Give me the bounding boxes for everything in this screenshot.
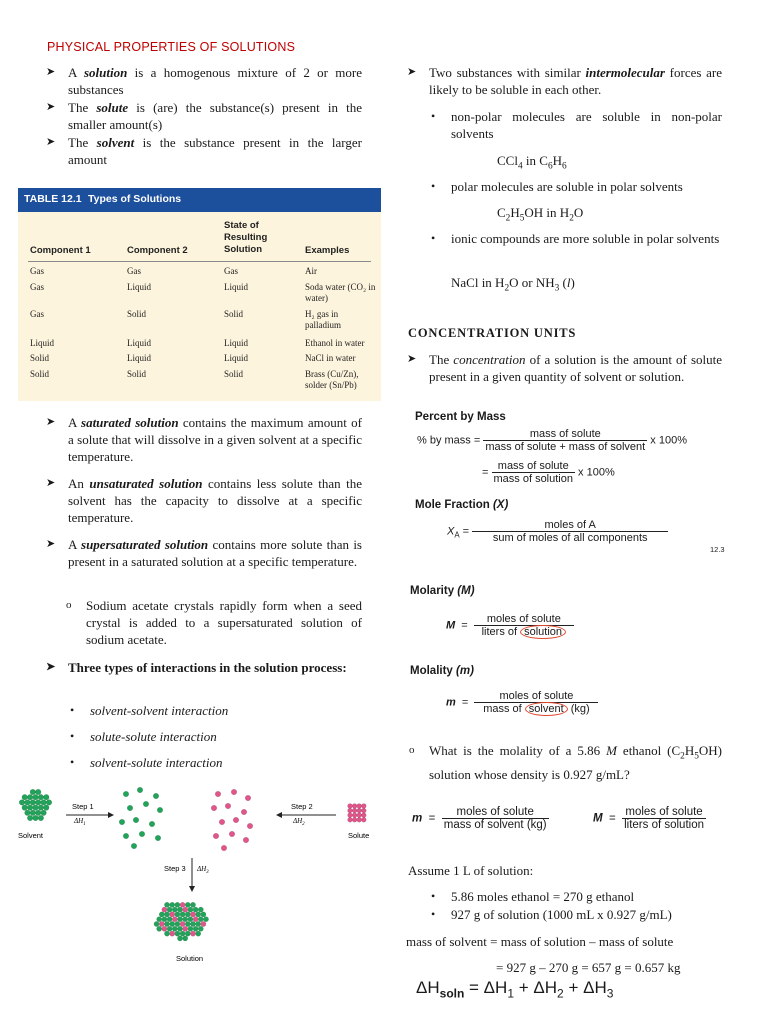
solvent-particle (119, 819, 125, 825)
separated-solvent (119, 787, 163, 849)
table-header-bar (18, 188, 381, 212)
dot-bullet-icon: • (431, 179, 436, 193)
mass-solvent-value: = 927 g – 270 g = 657 g = 0.657 kg (496, 960, 681, 975)
fraction-denominator: liters of solution (624, 819, 704, 831)
dh1-label: $\Delta H_1$ (74, 817, 86, 827)
step1-label: Step 1 (72, 802, 94, 811)
fraction-numerator: moles of solute (474, 690, 598, 703)
solvent-particle (41, 810, 47, 816)
sodium-acetate-note: o Sodium acetate crystals rapidly form when a seed crystal is added to a supersaturated solution of sodium acetate. (66, 598, 362, 648)
arrow-bullet-icon: ➤ (46, 477, 56, 489)
interaction-item: • solvent-solute interaction (70, 755, 223, 770)
solution-particle (185, 912, 190, 917)
solvent-particle (123, 791, 129, 797)
dot-bullet-icon: • (431, 109, 436, 123)
solute-particle (211, 805, 217, 811)
solution-particle (193, 917, 198, 922)
percent-by-mass-label: Percent by Mass (415, 411, 506, 423)
solution-particle (159, 921, 164, 926)
solvent-particle (30, 810, 36, 816)
solvent-particle (155, 835, 161, 841)
enthalpy-of-solution-equation: $\Delta H_{soln} = \Delta H_1 + \Delta H_2 + \Delta H_3$ (416, 978, 614, 1001)
solvent-particle (44, 805, 50, 811)
fraction-denominator: mass of solution (493, 473, 573, 485)
solution-particle (183, 926, 188, 931)
solvent-particle (46, 800, 52, 806)
step3-label: Step 3 (164, 864, 186, 873)
fraction-denominator: mass of solute + mass of solvent (485, 441, 646, 453)
fraction-numerator: moles of solute (442, 806, 549, 819)
solution-particle (180, 921, 185, 926)
solvent-cluster (19, 789, 52, 821)
solute-label: Solute (348, 831, 370, 840)
solution-particle (177, 907, 182, 912)
fraction-denominator: mass of solvent (kg) (443, 819, 547, 831)
solution-particle (170, 921, 175, 926)
solution-particle (193, 907, 198, 912)
solution-particle (198, 926, 203, 931)
solute-particle (357, 804, 362, 809)
solute-particle (352, 808, 357, 813)
solute-particle (221, 845, 227, 851)
solvent-particle (127, 805, 133, 811)
solute-particle (233, 817, 239, 823)
times-100: x 100% (578, 466, 615, 479)
table-cell: Solid (127, 369, 147, 379)
arrow-bullet-icon: ➤ (46, 416, 56, 428)
solution-particle (196, 912, 201, 917)
slide-number: 12.3 (710, 545, 725, 554)
def-saturated: ➤ A saturated solution contains the maximum amount of a solute that will dissolve in a given solvent at a specific temperature. (46, 415, 363, 465)
solution-particle (175, 931, 180, 936)
solution-particle (193, 926, 198, 931)
solution-particle (175, 921, 180, 926)
solvent-particle (131, 843, 137, 849)
solution-particle (180, 931, 185, 936)
solution-particle (164, 931, 169, 936)
solution-particle (162, 907, 167, 912)
solution-particle (157, 917, 162, 922)
solution-particle (172, 917, 177, 922)
solvent-particle (19, 800, 25, 806)
arrowhead-icon (189, 886, 195, 892)
arrow-bullet-icon: ➤ (46, 538, 56, 550)
solvent-particle (27, 794, 33, 800)
solvent-particle (38, 815, 44, 821)
solution-particle (188, 907, 193, 912)
dot-bullet-icon: • (431, 889, 436, 903)
percent-by-mass-formula (417, 428, 687, 453)
solute-particle (361, 817, 366, 822)
dot-bullet-icon: • (431, 231, 436, 245)
solvent-particle (22, 805, 28, 811)
def-supersaturated: ➤ A supersaturated solution contains more solute than is present in a saturated solution at a specific temperature. (46, 537, 362, 570)
concentration-heading: CONCENTRATION UNITS (408, 326, 577, 340)
solute-particle (361, 804, 366, 809)
table-tag: TABLE 12.1 (24, 193, 82, 205)
solvent-particle (41, 800, 47, 806)
solute-particle (348, 813, 353, 818)
solute-particle (215, 791, 221, 797)
solution-particle (183, 907, 188, 912)
solvent-particle (33, 815, 39, 821)
solvent-particle (25, 810, 31, 816)
solute-particle (352, 817, 357, 822)
table-cell: Gas (224, 266, 238, 276)
def-solvent: ➤ The solvent is the substance present in the larger amount (46, 135, 362, 168)
mole-fraction-formula: $X_A$ = $\frac{\text{moles of A}}{\text{sum of moles of all components}}$ (447, 519, 668, 544)
table-cell: Liquid (127, 353, 151, 363)
solution-particle (201, 921, 206, 926)
solute-particle (229, 831, 235, 837)
solution-particle (172, 907, 177, 912)
solvent-particle (22, 794, 28, 800)
solution-label: Solution (176, 954, 204, 963)
solute-particle (348, 804, 353, 809)
solution-particle (190, 921, 195, 926)
solvent-particle (27, 805, 33, 811)
solute-particle (231, 789, 237, 795)
solution-particle (177, 936, 182, 941)
solution-particle (157, 926, 162, 931)
solution-particle (198, 917, 203, 922)
solvent-particle (157, 807, 163, 813)
solute-particle (357, 817, 362, 822)
nonpolar-rule: • non-polar molecules are soluble in non-polar solvents (431, 109, 722, 142)
solution-particle (183, 917, 188, 922)
solute-particle (243, 837, 249, 843)
solute-particle (357, 813, 362, 818)
ethanol-example: $C_2H_5OH$ in $H_2O$ (497, 205, 584, 224)
times-100: x 100% (650, 434, 687, 447)
table-cell: Liquid (127, 338, 151, 348)
solvent-particle (30, 789, 36, 795)
assume-line: Assume 1 L of solution: (408, 863, 534, 878)
table-cell: Liquid (224, 282, 248, 292)
fraction-numerator: mass of solute (483, 428, 647, 441)
table-cell: H₂ gas in palladium (305, 309, 341, 330)
solution-particle (154, 921, 159, 926)
molarity-fraction (474, 613, 574, 638)
solution-particle (180, 912, 185, 917)
table-cell: Liquid (127, 282, 151, 292)
solution-particle (185, 921, 190, 926)
mole-fraction-label: Mole Fraction (X) (415, 499, 509, 511)
def-solute: ➤ The solute is (are) the substance(s) present in the smaller amount(s) (46, 100, 362, 133)
dh2-label: $\Delta H_2$ (293, 817, 305, 827)
solvent-label: Solvent (18, 831, 44, 840)
solute-particle (348, 817, 353, 822)
solvent-particle (33, 805, 39, 811)
circle-bullet-icon: o (66, 599, 72, 611)
fraction-denominator: mass of solvent (kg) (483, 703, 590, 715)
solution-particle (177, 917, 182, 922)
percent-fraction (492, 460, 575, 485)
table-cell: Gas (30, 266, 44, 276)
molality-fraction (474, 690, 598, 715)
solute-particle (352, 804, 357, 809)
arrow-bullet-icon: ➤ (46, 101, 56, 113)
solvent-particle (38, 805, 44, 811)
percent-lhs: % by mass = (417, 434, 481, 447)
nacl-example: NaCl in $H_2O$ or $NH_3$ (l) (451, 275, 575, 294)
dot-bullet-icon: • (70, 729, 75, 743)
circle-bullet-icon: o (409, 744, 415, 756)
solution-particle (198, 907, 203, 912)
fraction-denominator: liters of solution (474, 626, 574, 638)
solvent-particle (35, 810, 41, 816)
solvent-particle (30, 800, 36, 806)
calc-solution: • 927 g of solution (1000 mL x 0.927 g/mL) (431, 907, 672, 922)
mass-solvent-equation: mass of solvent = mass of solution – mass of solute (406, 934, 674, 949)
percent-by-mass-formula-2: = $\frac{\text{mass of solute}}{\text{mass of solution}}$ x 100% (482, 460, 615, 485)
solution-process-diagram (8, 782, 380, 968)
arrow-bullet-icon: ➤ (407, 66, 417, 78)
solution-particle (170, 931, 175, 936)
table-cell: Ethanol in water (305, 338, 365, 348)
solution-particle (185, 902, 190, 907)
arrow-bullet-icon: ➤ (46, 661, 56, 673)
table-cell: Soda water (CO₂ in water) (305, 282, 376, 303)
solute-particle (213, 833, 219, 839)
arrowhead-icon (108, 812, 114, 818)
molarity-label: Molarity (M) (410, 585, 475, 597)
solvent-particle (143, 801, 149, 807)
solute-particle (348, 808, 353, 813)
table-cell: Air (305, 266, 317, 276)
solute-cluster (348, 804, 367, 823)
table-cell: Gas (127, 266, 141, 276)
solution-particle (159, 912, 164, 917)
col-header-examples: Examples (305, 245, 350, 256)
fraction-denominator: sum of moles of all components (492, 532, 648, 544)
arrow-bullet-icon: ➤ (407, 353, 417, 365)
solvent-particle (153, 793, 159, 799)
solution-particle (167, 907, 172, 912)
solute-particle (245, 795, 251, 801)
solvent-particle (123, 833, 129, 839)
solution-particle (164, 921, 169, 926)
arrowhead-icon (276, 812, 282, 818)
solution-particle (162, 926, 167, 931)
dot-bullet-icon: • (70, 755, 75, 769)
molarity-formula-2: M = $\frac{\text{moles of solute}}{\text{liters of solution}}$ (593, 806, 704, 831)
solute-particle (361, 808, 366, 813)
solute-particle (361, 813, 366, 818)
interactions-heading: ➤ Three types of interactions in the solution process: (46, 660, 347, 675)
mole-fraction-fraction (472, 519, 668, 544)
def-solution: ➤ A solution is a homogenous mixture of 2 or more substances (46, 65, 363, 98)
solution-particle (167, 917, 172, 922)
table-cell: Solid (30, 353, 50, 363)
solvent-particle (139, 831, 145, 837)
solution-particle (175, 902, 180, 907)
table-cell: Brass (Cu/Zn), solder (Sn/Pb) (305, 369, 359, 390)
arrow-bullet-icon: ➤ (46, 136, 56, 148)
molality-fraction (442, 806, 549, 831)
solvent-particle (35, 800, 41, 806)
solution-particle (170, 912, 175, 917)
table-rule (28, 261, 371, 262)
solution-particle (162, 917, 167, 922)
solution-particle (183, 936, 188, 941)
molality-label: Molality (m) (410, 665, 474, 677)
solute-particle (247, 823, 253, 829)
types-of-solutions-table (18, 188, 381, 401)
dot-bullet-icon: • (431, 907, 436, 921)
solvent-particle (33, 794, 39, 800)
solution-particle (201, 912, 206, 917)
polar-rule: • polar molecules are soluble in polar solvents (431, 179, 683, 194)
dot-bullet-icon: • (70, 703, 75, 717)
solvent-circle: solvent (525, 702, 568, 716)
table-cell: NaCl in water (305, 353, 356, 363)
solution-particle (185, 931, 190, 936)
fraction-numerator: mass of solute (492, 460, 575, 473)
solution-particle (203, 917, 208, 922)
solute-particle (352, 813, 357, 818)
table-cell: Solid (224, 369, 244, 379)
solution-particle (188, 917, 193, 922)
molality-formula: m = $\frac{\text{moles of solute}}{\text{mass of solvent (kg)}}$ (446, 690, 598, 715)
fraction-numerator: moles of solute (622, 806, 706, 819)
solute-particle (219, 819, 225, 825)
solute-particle (225, 803, 231, 809)
table-cell: Solid (224, 309, 244, 319)
page-title: PHYSICAL PROPERTIES OF SOLUTIONS (47, 40, 296, 54)
molarity-fraction (622, 806, 706, 831)
separated-solute (211, 789, 253, 851)
table-cell: Liquid (224, 353, 248, 363)
table-name: Types of Solutions (88, 193, 182, 205)
solvent-particle (38, 794, 44, 800)
step2-label: Step 2 (291, 802, 313, 811)
interaction-item: • solvent-solvent interaction (70, 703, 229, 718)
solvent-particle (44, 794, 50, 800)
solution-particle (188, 926, 193, 931)
solvent-particle (27, 815, 33, 821)
solution-particle (196, 931, 201, 936)
table-cell: Liquid (30, 338, 54, 348)
solution-particle (190, 931, 195, 936)
solvent-particle (25, 800, 31, 806)
fraction-numerator: moles of A (472, 519, 668, 532)
solution-cluster (154, 902, 209, 941)
table-cell: Gas (30, 309, 44, 319)
arrow-bullet-icon: ➤ (46, 66, 56, 78)
solution-circle: solution (520, 625, 566, 639)
solution-particle (167, 926, 172, 931)
def-unsaturated: ➤ An unsaturated solution contains less solute than the solvent has the capacity to dissolve at a specific temperature. (46, 476, 363, 526)
molality-formula-2: m = $\frac{\text{moles of solute}}{\text{mass of solvent (kg)}}$ (412, 806, 547, 831)
solution-particle (177, 926, 182, 931)
solute-particle (241, 809, 247, 815)
solution-particle (172, 926, 177, 931)
solute-particle (357, 808, 362, 813)
fraction-numerator: moles of solute (474, 613, 574, 626)
molality-question: o What is the molality of a 5.86 M ethanol $(C_2H_5OH)$ solution whose density is 0.927 g/mL? (409, 743, 722, 782)
molarity-formula: M = $\frac{\text{moles of solute}}{\text{liters of solution}}$ (446, 613, 574, 638)
solvent-particle (35, 789, 41, 795)
col-header-component1: Component 1 (30, 245, 91, 256)
solvent-particle (133, 817, 139, 823)
table-cell: Liquid (224, 338, 248, 348)
intermolecular-rule: ➤ Two substances with similar intermolecular forces are likely to be soluble in each other. (407, 65, 722, 98)
ionic-rule: • ionic compounds are more soluble in polar solvents (431, 231, 720, 246)
solvent-particle (149, 821, 155, 827)
interaction-item: • solute-solute interaction (70, 729, 217, 744)
solution-particle (170, 902, 175, 907)
ccl4-example: CCl$_4$ in $C_6H_6$ (497, 153, 567, 172)
col-header-state: State of Resulting Solution (224, 220, 268, 255)
solution-particle (180, 902, 185, 907)
solution-particle (190, 902, 195, 907)
solution-particle (164, 902, 169, 907)
dh3-label: $\Delta H_3$ (197, 865, 209, 875)
table-cell: Gas (30, 282, 44, 292)
percent-fraction (483, 428, 647, 453)
solution-particle (175, 912, 180, 917)
solution-particle (190, 912, 195, 917)
calc-ethanol: • 5.86 moles ethanol = 270 g ethanol (431, 889, 635, 904)
solution-particle (164, 912, 169, 917)
solution-process-svg (8, 782, 380, 968)
solvent-particle (137, 787, 143, 793)
solution-particle (196, 921, 201, 926)
concentration-def: ➤ The concentration of a solution is the amount of solute present in a given quantity of solvent or solution. (407, 352, 723, 385)
col-header-component2: Component 2 (127, 245, 188, 256)
table-cell: Solid (30, 369, 50, 379)
table-cell: Solid (127, 309, 147, 319)
